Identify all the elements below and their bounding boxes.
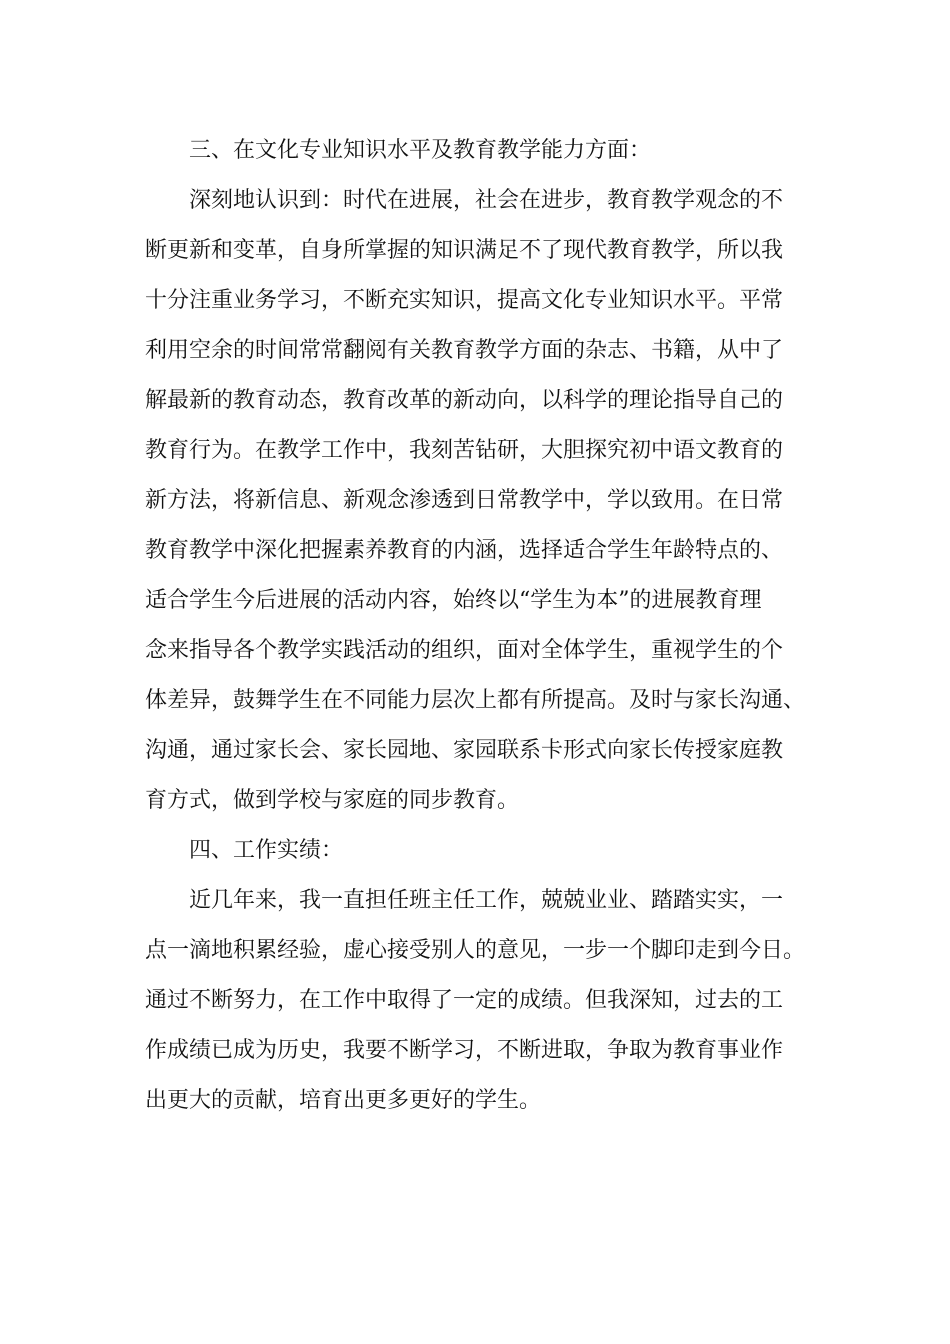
paragraph-line: 新方法，将新信息、新观念渗透到日常教学中，学以致用。在日常 [145, 488, 784, 513]
section-heading: 三、在文化专业知识水平及教育教学能力方面： [189, 138, 652, 163]
paragraph-line: 断更新和变革，自身所掌握的知识满足不了现代教育教学，所以我 [145, 238, 784, 263]
paragraph-line: 通过不断努力，在工作中取得了一定的成绩。但我深知，过去的工 [145, 988, 784, 1013]
paragraph-line: 教育教学中深化把握素养教育的内涵，选择适合学生年龄特点的、 [145, 538, 784, 563]
paragraph-line: 十分注重业务学习，不断充实知识，提高文化专业知识水平。平常 [145, 288, 784, 313]
paragraph-line: 念来指导各个教学实践活动的组织，面对全体学生，重视学生的个 [145, 638, 784, 663]
paragraph-line: 适合学生今后进展的活动内容，始终以“学生为本”的进展教育理 [145, 588, 762, 613]
paragraph-line: 解最新的教育动态，教育改革的新动向，以科学的理论指导自己的 [145, 388, 784, 413]
paragraph-line: 利用空余的时间常常翻阅有关教育教学方面的杂志、书籍，从中了 [145, 338, 784, 363]
paragraph-line: 教育行为。在教学工作中，我刻苦钻研，大胆探究初中语文教育的 [145, 438, 784, 463]
paragraph-line: 体差异，鼓舞学生在不同能力层次上都有所提高。及时与家长沟通、 [145, 688, 806, 713]
paragraph-line: 出更大的贡献，培育出更多更好的学生。 [145, 1088, 542, 1113]
paragraph-line: 沟通，通过家长会、家长园地、家园联系卡形式向家长传授家庭教 [145, 738, 784, 763]
section-heading: 四、工作实绩： [189, 838, 344, 863]
paragraph-line: 深刻地认识到：时代在进展，社会在进步，教育教学观念的不 [189, 188, 784, 213]
paragraph-line: 育方式，做到学校与家庭的同步教育。 [145, 788, 520, 813]
paragraph-line: 近几年来，我一直担任班主任工作，兢兢业业、踏踏实实，一 [189, 888, 784, 913]
paragraph-line: 作成绩已成为历史，我要不断学习，不断进取，争取为教育事业作 [145, 1038, 784, 1063]
paragraph-line: 点一滴地积累经验，虚心接受别人的意见，一步一个脚印走到今日。 [145, 938, 806, 963]
